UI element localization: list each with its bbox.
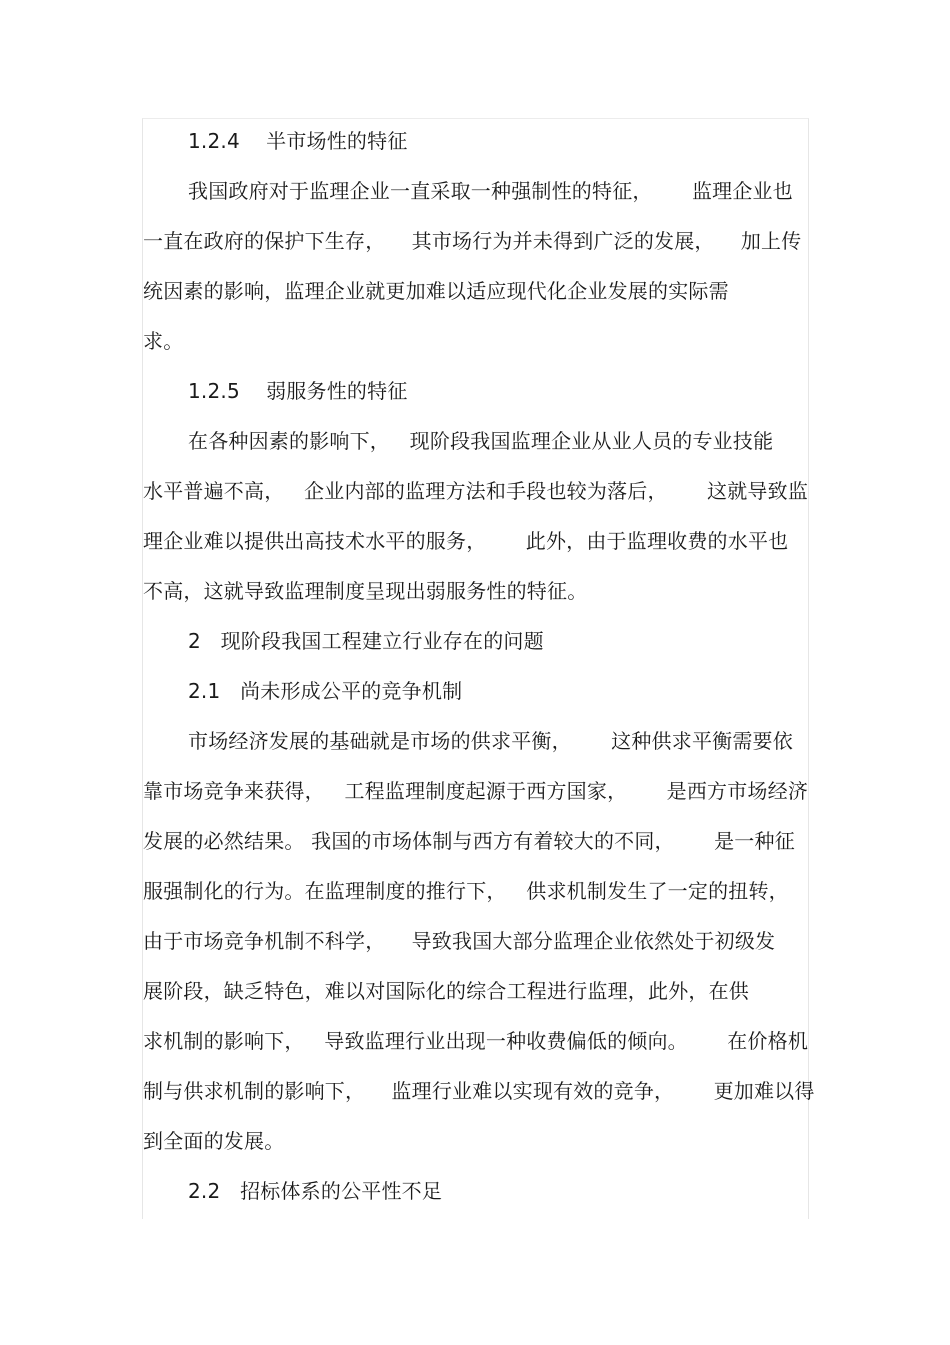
paragraph-line: 统因素的影响，监理企业就更加难以适应现代化企业发展的实际需 [143, 279, 729, 303]
paragraph-line: 发展的必然结果。 我国的市场体制与西方有着较大的不同， 是一种征 [143, 829, 795, 853]
section-heading-2-2: 2.2 招标体系的公平性不足 [188, 1179, 443, 1203]
paragraph-line: 求。 [143, 329, 184, 353]
paragraph-line: 到全面的发展。 [143, 1129, 285, 1153]
paragraph-line: 理企业难以提供出高技术水平的服务， 此外，由于监理收费的水平也 [143, 529, 789, 553]
paragraph-line: 我国政府对于监理企业一直采取一种强制性的特征， 监理企业也 [188, 179, 793, 203]
paragraph-line: 一直在政府的保护下生存， 其市场行为并未得到广泛的发展， 加上传 [143, 229, 802, 253]
paragraph-line: 不高，这就导致监理制度呈现出弱服务性的特征。 [143, 579, 588, 603]
paragraph-line: 在各种因素的影响下， 现阶段我国监理企业从业人员的专业技能 [188, 429, 774, 453]
paragraph-line: 制与供求机制的影响下， 监理行业难以实现有效的竞争， 更加难以得 [143, 1079, 815, 1103]
section-heading-2-1: 2.1 尚未形成公平的竞争机制 [188, 679, 463, 703]
paragraph-line: 服强制化的行为。在监理制度的推行下， 供求机制发生了一定的扭转， [143, 879, 789, 903]
paragraph-line: 求机制的影响下， 导致监理行业出现一种收费偏低的倾向。 在价格机 [143, 1029, 809, 1053]
paragraph-line: 展阶段，缺乏特色，难以对国际化的综合工程进行监理，此外，在供 [143, 979, 749, 1003]
section-heading-1-2-5: 1.2.5 弱服务性的特征 [188, 379, 408, 403]
chapter-heading-2: 2 现阶段我国工程建立行业存在的问题 [188, 629, 544, 653]
paragraph-line: 水平普遍不高， 企业内部的监理方法和手段也较为落后， 这就导致监 [143, 479, 809, 503]
paragraph-line: 市场经济发展的基础就是市场的供求平衡， 这种供求平衡需要依 [188, 729, 793, 753]
paragraph-line: 由于市场竞争机制不科学， 导致我国大部分监理企业依然处于初级发 [143, 929, 776, 953]
paragraph-line: 靠市场竞争来获得， 工程监理制度起源于西方国家， 是西方市场经济 [143, 779, 809, 803]
section-heading-1-2-4: 1.2.4 半市场性的特征 [188, 129, 408, 153]
